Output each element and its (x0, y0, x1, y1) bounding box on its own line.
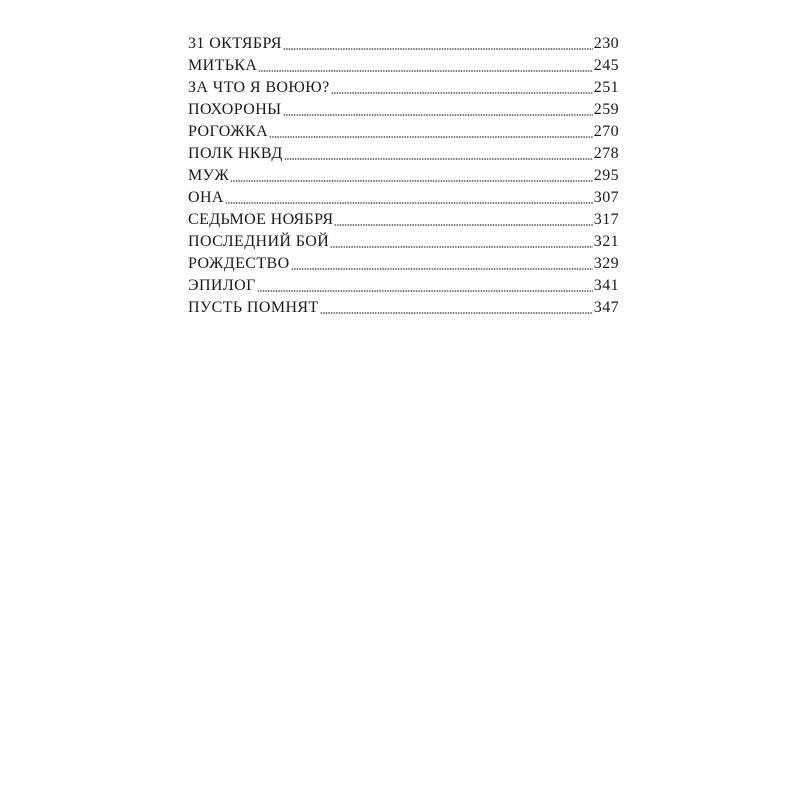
toc-entry (188, 231, 619, 253)
dot-leader (283, 48, 593, 50)
toc-entry-page-number: 295 (593, 167, 619, 184)
toc-entry (188, 253, 619, 275)
dot-leader (230, 180, 593, 182)
toc-entry (188, 297, 619, 319)
toc-entry (188, 165, 619, 187)
dot-leader (284, 158, 593, 160)
dot-leader (330, 246, 593, 248)
toc-entry (188, 33, 619, 55)
toc-entry-page-number: 278 (593, 145, 619, 162)
toc-entry-title: ОНА (188, 189, 224, 206)
toc-entry-title: ЗА ЧТО Я ВОЮЮ? (188, 79, 330, 96)
toc-entry-page-number: 230 (593, 35, 619, 52)
toc-entry (188, 187, 619, 209)
toc-entry-title: РОГОЖКА (188, 123, 269, 140)
dot-leader (334, 224, 592, 226)
dot-leader (291, 268, 593, 270)
toc-entry-page-number: 341 (593, 277, 619, 294)
toc-entry-title: 31 ОКТЯБРЯ (188, 35, 282, 52)
toc-entry (188, 143, 619, 165)
toc-entry-title: ПОХОРОНЫ (188, 101, 282, 118)
toc-entry-page-number: 347 (593, 299, 619, 316)
toc-entry (188, 209, 619, 231)
toc-entry (188, 55, 619, 77)
dot-leader (283, 114, 593, 116)
toc-entry (188, 275, 619, 297)
toc-entry (188, 99, 619, 121)
toc-entry-page-number: 259 (593, 101, 619, 118)
dot-leader (331, 92, 593, 94)
toc-entry-page-number: 307 (593, 189, 619, 206)
toc-entry-title: ПУСТЬ ПОМНЯТ (188, 299, 319, 316)
toc-entry-title: СЕДЬМОЕ НОЯБРЯ (188, 211, 334, 228)
toc-entry-page-number: 317 (593, 211, 619, 228)
toc-entry-title: ЭПИЛОГ (188, 277, 256, 294)
toc-entry-title: РОЖДЕСТВО (188, 255, 290, 272)
toc-entry-page-number: 321 (593, 233, 619, 250)
dot-leader (269, 136, 593, 138)
dot-leader (320, 312, 593, 314)
toc-entry-title: ПОЛК НКВД (188, 145, 283, 162)
dot-leader (225, 202, 593, 204)
table-of-contents (188, 33, 619, 319)
toc-entry-title: МУЖ (188, 167, 230, 184)
toc-entry-page-number: 245 (593, 57, 619, 74)
toc-entry-page-number: 251 (593, 79, 619, 96)
toc-entry-page-number: 270 (593, 123, 619, 140)
toc-entry (188, 121, 619, 143)
toc-entry-title: МИТЬКА (188, 57, 258, 74)
toc-entry-title: ПОСЛЕДНИЙ БОЙ (188, 233, 330, 250)
dot-leader (257, 290, 593, 292)
dot-leader (258, 70, 592, 72)
toc-entry (188, 77, 619, 99)
toc-entry-page-number: 329 (593, 255, 619, 272)
